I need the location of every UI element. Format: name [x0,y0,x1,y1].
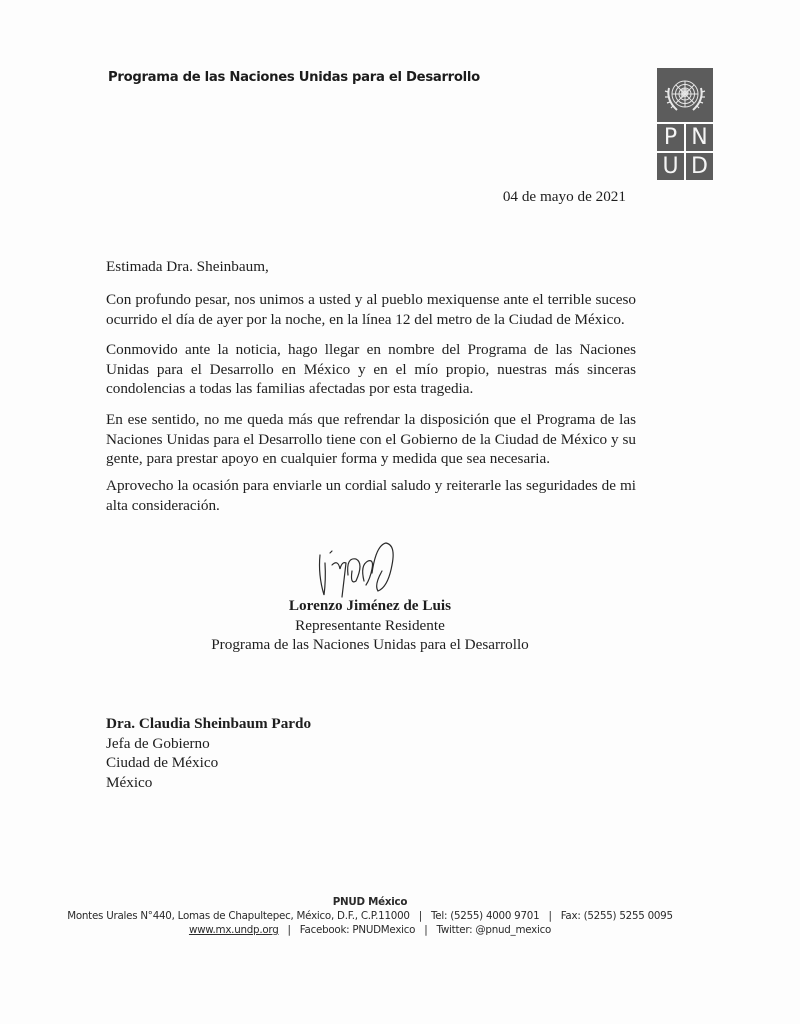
website-link[interactable]: www.mx.undp.org [188,924,279,936]
recipient-country: México [106,773,153,791]
footer-fax: Fax: (5255) 5255 0095 [560,910,673,922]
footer-twitter: Twitter: @pnud_mexico [436,924,552,936]
salutation: Estimada Dra. Sheinbaum, [106,258,269,275]
organization-header: Programa de las Naciones Unidas para el Desarrollo [108,70,480,85]
signatory-organization: Programa de las Naciones Unidas para el Desarrollo [211,636,529,653]
un-emblem-icon [657,68,713,122]
recipient-name: Dra. Claudia Sheinbaum Pardo [106,715,312,732]
body-paragraph: Aprovecho la ocasión para enviarle un cordial saludo y reiterarle las seguridades de mi alta consideración. [106,477,636,514]
logo-letter-u: U [657,153,684,180]
recipient-title: Jefa de Gobierno [106,734,210,752]
recipient-block [106,714,311,792]
logo-letter-d: D [686,153,713,180]
recipient-city: Ciudad de México [106,754,219,771]
footer-separator: | [548,910,552,922]
footer-separator: | [424,924,428,936]
pnud-logo [657,68,713,179]
footer-title: PNUD México [332,896,408,908]
logo-letter-p: P [657,124,684,151]
footer-contact-line [0,909,740,923]
letter-date: 04 de mayo de 2021 [502,188,626,205]
handwritten-signature [312,535,412,605]
body-paragraph: En ese sentido, no me queda más que refrendar la disposición que el Programa de las Naciones Unidas para el Desarrollo tiene con el Gobierno de la Ciudad de México y su gente, para prestar apoyo en cualquier forma y medida que sea necesaria. [106,411,636,467]
footer-separator: | [287,924,291,936]
signatory-name: Lorenzo Jiménez de Luis [288,597,452,614]
footer-tel: Tel: (5255) 4000 9701 [430,910,540,922]
footer-links-line [0,923,740,937]
body-paragraph: Con profundo pesar, nos unimos a usted y al pueblo mexiquense ante el terrible suceso ocurrido el día de ayer por la noche, en la línea 12 del metro de la Ciudad de México. [106,291,636,328]
footer-separator: | [418,910,422,922]
logo-letter-n: N [686,124,713,151]
body-paragraph: Conmovido ante la noticia, hago llegar en nombre del Programa de las Naciones Unidas para el Desarrollo en México y en el mío propio, nuestras más sinceras condolencias a todas las familias afectadas por esta tragedia. [106,341,636,397]
footer-facebook: Facebook: PNUDMexico [299,924,416,936]
signatory-title: Representante Residente [295,616,445,634]
signature-block [200,596,540,655]
letterhead-footer [0,895,740,937]
footer-address: Montes Urales N°440, Lomas de Chapultepec, México, D.F., C.P.11000 [67,910,410,922]
